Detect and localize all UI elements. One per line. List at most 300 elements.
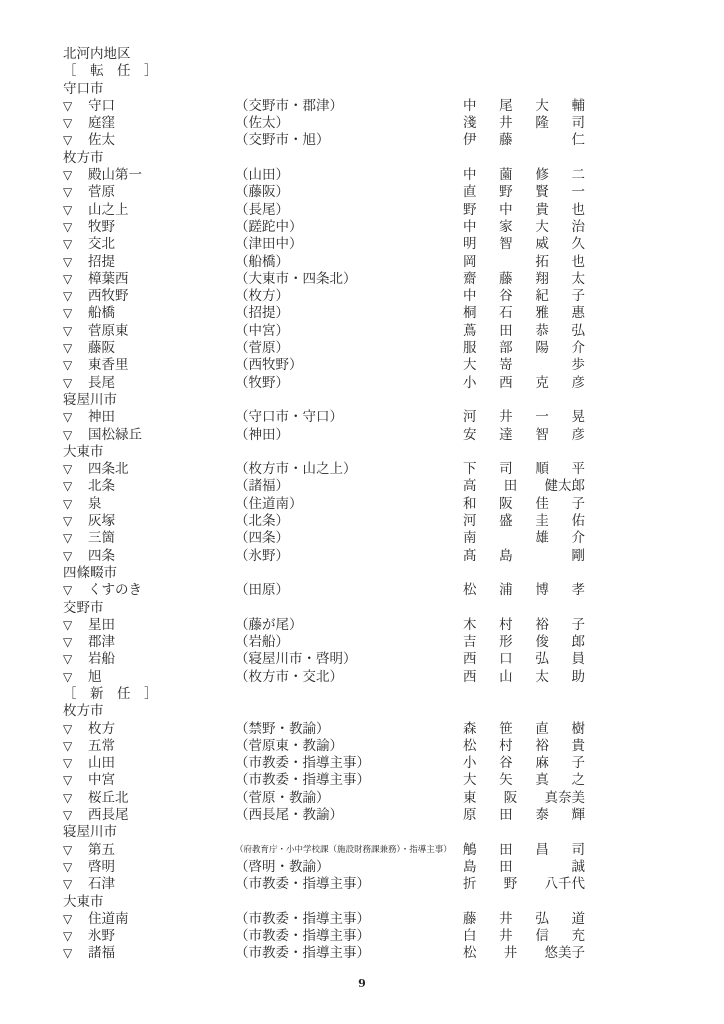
- person-name: [463, 323, 585, 340]
- school-name: 第五: [88, 841, 115, 858]
- name-char: 郎: [571, 634, 585, 651]
- name-char: 隆: [535, 115, 549, 132]
- person-name: [463, 461, 585, 478]
- previous-post: （市教委・指導主事）: [235, 755, 370, 772]
- previous-post: （津田中）: [235, 236, 303, 253]
- school-name: 山田: [88, 755, 115, 772]
- school-name: 交北: [88, 236, 115, 253]
- name-char: 折: [463, 876, 477, 893]
- name-char: 河: [463, 409, 477, 426]
- transfer-row: [63, 375, 585, 392]
- school-name: 招提: [88, 253, 115, 270]
- name-char: 薗: [499, 167, 513, 184]
- transfer-row: [63, 236, 585, 253]
- name-char: 村: [499, 616, 513, 633]
- name-char: 克: [535, 374, 549, 391]
- triangle-marker-icon: ▽: [63, 254, 73, 269]
- transfer-row: [63, 772, 585, 789]
- name-char: 田: [503, 478, 518, 495]
- name-char: 下: [463, 461, 477, 478]
- previous-post: （枚方）: [235, 288, 289, 305]
- person-name: [463, 115, 585, 132]
- person-name: [463, 98, 585, 115]
- transfer-row: [63, 132, 585, 149]
- school-name: 殿山第一: [88, 167, 142, 184]
- name-char: 一: [535, 409, 549, 426]
- name-char: 矢: [499, 772, 513, 789]
- transfer-row: [63, 478, 585, 495]
- name-char: 紀: [535, 288, 549, 305]
- previous-post: （神田）: [235, 426, 289, 443]
- previous-post: （田原）: [235, 582, 289, 599]
- name-char: 桐: [463, 305, 477, 322]
- person-name: [463, 375, 585, 392]
- school-name: 桜丘北: [88, 789, 129, 806]
- previous-post: （寝屋川市・啓明）: [235, 651, 357, 668]
- school-name: 西牧野: [88, 288, 129, 305]
- school-name: 星田: [88, 616, 115, 633]
- name-char: 也: [571, 253, 585, 270]
- triangle-marker-icon: ▽: [63, 531, 73, 546]
- name-char: 井: [499, 928, 513, 945]
- name-char: 野: [499, 184, 513, 201]
- name-char: 子: [571, 288, 585, 305]
- triangle-marker-icon: ▽: [63, 808, 73, 823]
- name-char: 西: [463, 651, 477, 668]
- triangle-marker-icon: ▽: [63, 842, 73, 857]
- triangle-marker-icon: ▽: [63, 652, 73, 667]
- name-char: 尾: [499, 97, 513, 114]
- name-char: 剛: [571, 547, 585, 564]
- school-name: 西長尾: [88, 807, 129, 824]
- person-name: [463, 634, 585, 651]
- triangle-marker-icon: ▽: [63, 738, 73, 753]
- transfer-row: [63, 790, 585, 807]
- transfer-row: [63, 548, 585, 565]
- previous-post: （市教委・指導主事）: [235, 928, 370, 945]
- transfer-row: [63, 496, 585, 513]
- triangle-marker-icon: ▽: [63, 202, 73, 217]
- transfer-row: [63, 340, 585, 357]
- triangle-marker-icon: ▽: [63, 306, 73, 321]
- previous-post: （守口市・守口）: [235, 409, 343, 426]
- name-char: 俊: [535, 634, 549, 651]
- name-char: 之: [571, 772, 585, 789]
- transfer-row: [63, 945, 585, 962]
- triangle-marker-icon: ▽: [63, 548, 73, 563]
- name-char: 誠: [571, 858, 585, 875]
- name-char: 弘: [535, 910, 549, 927]
- transfer-row: [63, 115, 585, 132]
- name-char: 達: [499, 426, 513, 443]
- name-char: 明: [463, 236, 477, 253]
- name-char: 井: [499, 115, 513, 132]
- school-name: 山之上: [88, 201, 129, 218]
- name-char: 順: [535, 461, 549, 478]
- person-name: [463, 202, 585, 219]
- triangle-marker-icon: ▽: [63, 168, 73, 183]
- name-char: 阪: [503, 789, 518, 806]
- name-char: 蔦: [463, 322, 477, 339]
- name-char: 助: [571, 668, 585, 685]
- name-char: 員: [571, 651, 585, 668]
- school-name: 菅原東: [88, 322, 129, 339]
- previous-post: （市教委・指導主事）: [235, 876, 370, 893]
- school-name: 岩船: [88, 651, 115, 668]
- name-char: 浦: [499, 582, 513, 599]
- name-char: 河: [463, 513, 477, 530]
- previous-post: （禁野・教諭）: [235, 720, 330, 737]
- previous-post: （交野市・旭）: [235, 132, 330, 149]
- transfer-row: [63, 271, 585, 288]
- name-char: 介: [571, 530, 585, 547]
- name-char: 安: [463, 426, 477, 443]
- section-heading: ［ 転 任 ］: [63, 63, 158, 80]
- name-char: 服: [463, 340, 477, 357]
- name-spacer: [535, 357, 549, 374]
- name-char: 中: [463, 288, 477, 305]
- name-char: 原: [463, 807, 477, 824]
- name-char: 佳: [535, 495, 549, 512]
- triangle-marker-icon: ▽: [63, 479, 73, 494]
- name-char: 仁: [571, 132, 585, 149]
- city-heading: 交野市: [63, 599, 104, 616]
- school-name: 四条: [88, 547, 115, 564]
- triangle-marker-icon: ▽: [63, 462, 73, 477]
- name-char: 松: [463, 737, 477, 754]
- name-char: 惠: [571, 305, 585, 322]
- name-char: 田: [499, 322, 513, 339]
- school-name: 旭: [88, 668, 102, 685]
- name-char: 西: [499, 374, 513, 391]
- school-name: 諸福: [88, 945, 115, 962]
- school-name: 守口: [88, 97, 115, 114]
- person-name: [463, 530, 585, 547]
- previous-post: （船橋）: [235, 253, 289, 270]
- name-char: 麻: [535, 755, 549, 772]
- name-char: 和: [463, 495, 477, 512]
- person-name: [463, 184, 585, 201]
- city-heading: 寝屋川市: [63, 824, 117, 841]
- transfer-row: [63, 461, 585, 478]
- name-char: 太: [571, 270, 585, 287]
- name-char: 髙: [463, 547, 477, 564]
- triangle-marker-icon: ▽: [63, 185, 73, 200]
- name-char: 岡: [463, 253, 477, 270]
- name-char: 八千代: [544, 876, 585, 893]
- person-name: [463, 842, 585, 859]
- name-char: 孝: [571, 582, 585, 599]
- name-char: 小: [463, 755, 477, 772]
- transfer-row: [63, 184, 585, 201]
- transfer-row: [63, 305, 585, 322]
- triangle-marker-icon: ▽: [63, 773, 73, 788]
- name-char: 石: [499, 305, 513, 322]
- transfer-row: [63, 409, 585, 426]
- school-name: 泉: [88, 495, 102, 512]
- person-name: [463, 772, 585, 789]
- name-char: 子: [571, 616, 585, 633]
- triangle-marker-icon: ▽: [63, 756, 73, 771]
- name-char: 口: [499, 651, 513, 668]
- triangle-marker-icon: ▽: [63, 271, 73, 286]
- section-heading: ［ 新 任 ］: [63, 685, 158, 702]
- previous-post: （菅原）: [235, 340, 289, 357]
- person-name: [463, 513, 585, 530]
- name-char: 佑: [571, 513, 585, 530]
- previous-post: （佐太）: [235, 115, 289, 132]
- name-char: 阪: [499, 495, 513, 512]
- name-char: 鵤: [463, 841, 477, 858]
- name-char: 裕: [535, 616, 549, 633]
- name-char: 野: [463, 201, 477, 218]
- transfer-row: [63, 617, 585, 634]
- transfer-row: [63, 807, 585, 824]
- transfer-row: [63, 98, 585, 115]
- transfer-row: [63, 202, 585, 219]
- person-name: [463, 219, 585, 236]
- name-char: 嵜: [499, 357, 513, 374]
- name-char: 貴: [571, 737, 585, 754]
- transfer-row: [63, 582, 585, 599]
- transfer-row: [63, 721, 585, 738]
- school-name: 中宮: [88, 772, 115, 789]
- name-char: 大: [463, 357, 477, 374]
- person-name: [463, 738, 585, 755]
- name-char: 悠美子: [544, 945, 585, 962]
- region-title: 北河内地区: [63, 46, 131, 62]
- person-name: [463, 651, 585, 668]
- name-char: 山: [499, 668, 513, 685]
- triangle-marker-icon: ▽: [63, 617, 73, 632]
- previous-post: （岩船）: [235, 634, 289, 651]
- name-char: 介: [571, 340, 585, 357]
- school-name: 枚方: [88, 720, 115, 737]
- triangle-marker-icon: ▽: [63, 375, 73, 390]
- previous-post: （四条）: [235, 530, 289, 547]
- transfer-row: [63, 167, 585, 184]
- name-char: 松: [463, 945, 477, 962]
- name-char: 真: [535, 772, 549, 789]
- triangle-marker-icon: ▽: [63, 635, 73, 650]
- person-name: [463, 409, 585, 426]
- name-char: 也: [571, 201, 585, 218]
- name-char: 村: [499, 737, 513, 754]
- person-name: [463, 721, 585, 738]
- name-char: 高: [463, 478, 477, 495]
- previous-post: （藤阪）: [235, 184, 289, 201]
- name-char: 歩: [571, 357, 585, 374]
- previous-post: （市教委・指導主事）: [235, 772, 370, 789]
- city-heading: 枚方市: [63, 149, 104, 166]
- name-char: 伊: [463, 132, 477, 149]
- name-char: 直: [463, 184, 477, 201]
- name-char: 井: [503, 945, 518, 962]
- name-char: 雅: [535, 305, 549, 322]
- name-char: 陽: [535, 340, 549, 357]
- name-char: 井: [499, 910, 513, 927]
- name-char: 谷: [499, 755, 513, 772]
- name-char: 中: [463, 218, 477, 235]
- name-char: 治: [571, 218, 585, 235]
- previous-post: （氷野）: [235, 547, 289, 564]
- triangle-marker-icon: ▽: [63, 911, 73, 926]
- person-name: [463, 617, 585, 634]
- previous-post: （西牧野）: [235, 357, 303, 374]
- transfer-row: [63, 357, 585, 374]
- name-char: 田: [499, 841, 513, 858]
- triangle-marker-icon: ▽: [63, 583, 73, 598]
- person-name: [463, 582, 585, 599]
- transfer-row: [63, 651, 585, 668]
- name-char: 道: [571, 910, 585, 927]
- name-char: 藤: [463, 910, 477, 927]
- previous-post: （交野市・郡津）: [235, 97, 343, 114]
- transfer-row: [63, 738, 585, 755]
- name-char: 彦: [571, 426, 585, 443]
- previous-post: （啓明・教諭）: [235, 858, 330, 875]
- name-char: 齋: [463, 270, 477, 287]
- name-char: 松: [463, 582, 477, 599]
- school-name: 三箇: [88, 530, 115, 547]
- name-char: 大: [463, 772, 477, 789]
- name-char: 賢: [535, 184, 549, 201]
- person-name: [463, 167, 585, 184]
- name-char: 樹: [571, 720, 585, 737]
- previous-post: （招提）: [235, 305, 289, 322]
- person-name: [463, 669, 585, 686]
- name-char: 淺: [463, 115, 477, 132]
- school-name: 佐太: [88, 132, 115, 149]
- name-char: 威: [535, 236, 549, 253]
- name-char: 信: [535, 928, 549, 945]
- previous-post: （菅原東・教諭）: [235, 737, 343, 754]
- school-name: 船橋: [88, 305, 115, 322]
- name-char: 拓: [535, 253, 549, 270]
- school-name: 北条: [88, 478, 115, 495]
- transfer-row: [63, 928, 585, 945]
- name-char: 笹: [499, 720, 513, 737]
- school-name: 国松緑丘: [88, 426, 142, 443]
- school-name: 東香里: [88, 357, 129, 374]
- city-heading: 守口市: [63, 80, 104, 97]
- person-name: [463, 807, 585, 824]
- school-name: 氷野: [88, 928, 115, 945]
- name-char: 田: [499, 807, 513, 824]
- person-name: [463, 132, 585, 149]
- name-char: 智: [535, 426, 549, 443]
- name-char: 雄: [535, 530, 549, 547]
- name-char: 司: [499, 461, 513, 478]
- triangle-marker-icon: ▽: [63, 358, 73, 373]
- previous-post: （山田）: [235, 167, 289, 184]
- person-name: [463, 478, 585, 495]
- transfer-row: [63, 634, 585, 651]
- appointment-list: [63, 46, 585, 963]
- name-char: 中: [463, 97, 477, 114]
- previous-post: （大東市・四条北）: [235, 270, 357, 287]
- name-spacer: [499, 530, 513, 547]
- previous-post: （長尾）: [235, 201, 289, 218]
- transfer-row: [63, 513, 585, 530]
- transfer-row: [63, 911, 585, 928]
- city-heading: 寝屋川市: [63, 391, 117, 408]
- transfer-row: [63, 876, 585, 893]
- person-name: [463, 945, 585, 962]
- previous-post: （牧野）: [235, 374, 289, 391]
- school-name: 四条北: [88, 461, 129, 478]
- person-name: [463, 305, 585, 322]
- name-char: 久: [571, 236, 585, 253]
- name-spacer: [535, 859, 549, 876]
- name-char: 裕: [535, 737, 549, 754]
- triangle-marker-icon: ▽: [63, 721, 73, 736]
- name-char: 弘: [535, 651, 549, 668]
- previous-post: （市教委・指導主事）: [235, 910, 370, 927]
- triangle-marker-icon: ▽: [63, 98, 73, 113]
- name-char: 貴: [535, 201, 549, 218]
- name-char: 博: [535, 582, 549, 599]
- triangle-marker-icon: ▽: [63, 341, 73, 356]
- name-char: 形: [499, 634, 513, 651]
- triangle-marker-icon: ▽: [63, 133, 73, 148]
- triangle-marker-icon: ▽: [63, 496, 73, 511]
- name-char: 健太郎: [544, 478, 585, 495]
- name-char: 泰: [535, 807, 549, 824]
- transfer-row: [63, 219, 585, 236]
- name-char: 森: [463, 720, 477, 737]
- name-char: 中: [499, 201, 513, 218]
- transfer-row: [63, 842, 585, 859]
- triangle-marker-icon: ▽: [63, 790, 73, 805]
- previous-post: （市教委・指導主事）: [235, 945, 370, 962]
- school-name: 庭窪: [88, 115, 115, 132]
- previous-post: （中宮）: [235, 322, 289, 339]
- school-name: 五常: [88, 737, 115, 754]
- name-char: 一: [571, 184, 585, 201]
- triangle-marker-icon: ▽: [63, 514, 73, 529]
- name-char: 大: [535, 97, 549, 114]
- triangle-marker-icon: ▽: [63, 946, 73, 961]
- person-name: [463, 427, 585, 444]
- triangle-marker-icon: ▽: [63, 237, 73, 252]
- school-name: 長尾: [88, 374, 115, 391]
- triangle-marker-icon: ▽: [63, 877, 73, 892]
- school-name: 菅原: [88, 184, 115, 201]
- name-char: 野: [503, 876, 518, 893]
- person-name: [463, 790, 585, 807]
- transfer-row: [63, 323, 585, 340]
- city-heading: 枚方市: [63, 703, 104, 720]
- name-char: 司: [571, 841, 585, 858]
- city-heading: 大東市: [63, 443, 104, 460]
- name-char: 井: [499, 409, 513, 426]
- person-name: [463, 340, 585, 357]
- name-char: 子: [571, 495, 585, 512]
- name-char: 恭: [535, 322, 549, 339]
- person-name: [463, 928, 585, 945]
- person-name: [463, 236, 585, 253]
- page-number: 9: [358, 977, 366, 990]
- transfer-row: [63, 288, 585, 305]
- triangle-marker-icon: ▽: [63, 116, 73, 131]
- school-name: 啓明: [88, 858, 115, 875]
- name-char: 島: [463, 858, 477, 875]
- name-char: 充: [571, 928, 585, 945]
- school-name: 住道南: [88, 910, 129, 927]
- name-char: 田: [499, 858, 513, 875]
- name-char: 子: [571, 755, 585, 772]
